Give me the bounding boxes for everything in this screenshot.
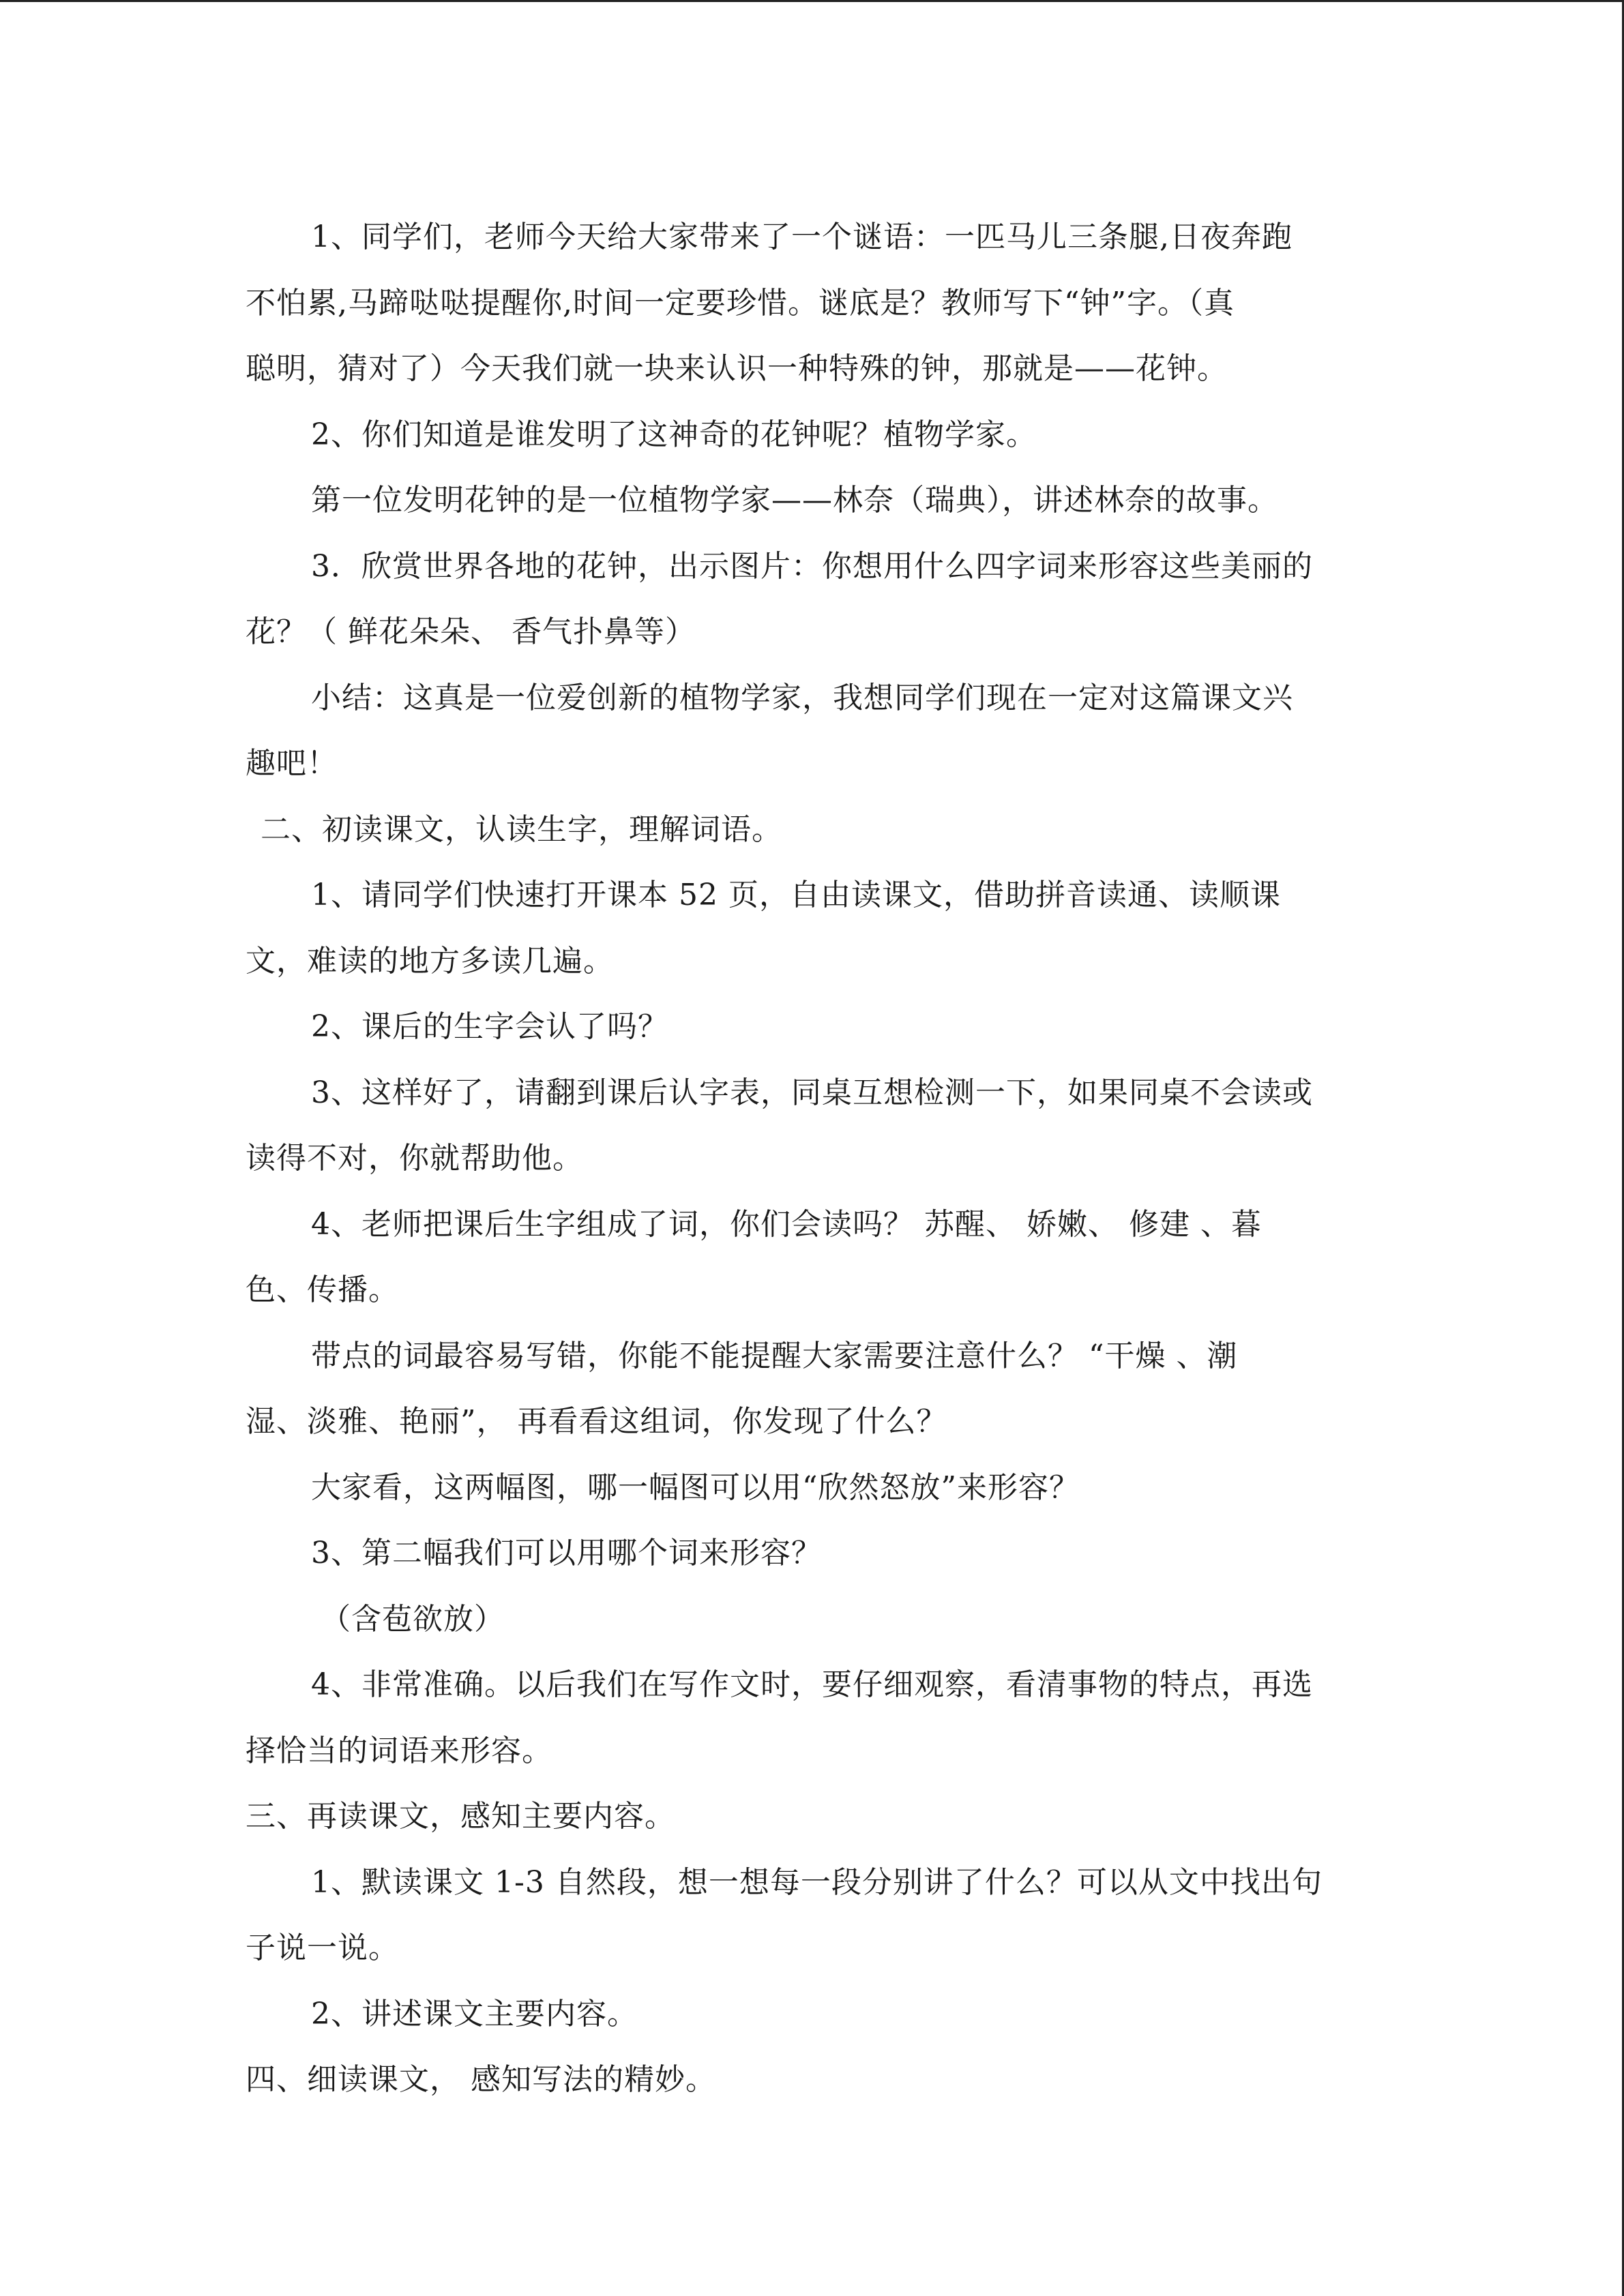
document-page [246, 205, 1378, 2113]
paragraph-line: 文，难读的地方多读几遍。 [246, 943, 614, 979]
section-heading: 四、细读课文， 感知写法的精妙。 [246, 2062, 716, 2097]
paragraph-line: 趣吧！ [246, 746, 338, 781]
paragraph-line: 2、你们知道是谁发明了这神奇的花钟呢？植物学家。 [311, 417, 1037, 452]
paragraph-line: 4、老师把课后生字组成了词，你们会读吗？ 苏醒、 娇嫩、 修建 、暮 [311, 1206, 1262, 1242]
paragraph-line: 花？（ 鲜花朵朵、 香气扑鼻等） [246, 614, 696, 649]
section-heading: 二、初读课文，认读生字，理解词语。 [261, 811, 782, 847]
paragraph-line: 3．欣赏世界各地的花钟，出示图片：你想用什么四字词来形容这些美丽的 [311, 548, 1313, 584]
paragraph-line: 不怕累,马蹄哒哒提醒你,时间一定要珍惜。谜底是？教师写下“钟”字。（真 [246, 285, 1235, 320]
paragraph-line: 第一位发明花钟的是一位植物学家——林奈（瑞典），讲述林奈的故事。 [311, 483, 1278, 518]
paragraph-line: 3、这样好了，请翻到课后认字表，同桌互想检测一下，如果同桌不会读或 [311, 1075, 1313, 1110]
paragraph-line: 小结：这真是一位爱创新的植物学家，我想同学们现在一定对这篇课文兴 [311, 680, 1293, 715]
paragraph-line: 读得不对，你就帮助他。 [246, 1141, 583, 1176]
paragraph-line: 2、讲述课文主要内容。 [311, 1996, 638, 2031]
paragraph-line: 色、传播。 [246, 1272, 399, 1307]
paragraph-line: （含苞欲放） [321, 1601, 505, 1637]
paragraph-line: 3、第二幅我们可以用哪个词来形容？ [311, 1536, 822, 1570]
paragraph-line: 1、请同学们快速打开课本 52 页，自由读课文，借助拼音读通、读顺课 [311, 878, 1281, 912]
page-top-border [0, 0, 1624, 2]
paragraph-line: 1、默读课文 1-3 自然段，想一想每一段分别讲了什么？可以从文中找出句 [311, 1864, 1323, 1900]
paragraph-line: 1、同学们，老师今天给大家带来了一个谜语：一匹马儿三条腿,日夜奔跑 [311, 220, 1293, 254]
paragraph-line: 湿、淡雅、艳丽”， 再看看这组词，你发现了什么？ [246, 1404, 947, 1439]
paragraph-line: 2、课后的生字会认了吗？ [311, 1009, 668, 1044]
paragraph-line: 子说一说。 [246, 1930, 399, 1965]
paragraph-line: 4、非常准确。以后我们在写作文时，要仔细观察，看清事物的特点，再选 [311, 1667, 1313, 1702]
paragraph-line: 大家看，这两幅图，哪一幅图可以用“欣然怒放”来形容？ [311, 1470, 1080, 1505]
section-heading: 三、再读课文，感知主要内容。 [246, 1799, 675, 1834]
paragraph-line: 择恰当的词语来形容。 [246, 1733, 552, 1768]
paragraph-line: 聪明，猜对了）今天我们就一块来认识一种特殊的钟，那就是——花钟。 [246, 351, 1228, 386]
paragraph-line: 带点的词最容易写错，你能不能提醒大家需要注意什么？ “干燥 、潮 [311, 1338, 1238, 1373]
